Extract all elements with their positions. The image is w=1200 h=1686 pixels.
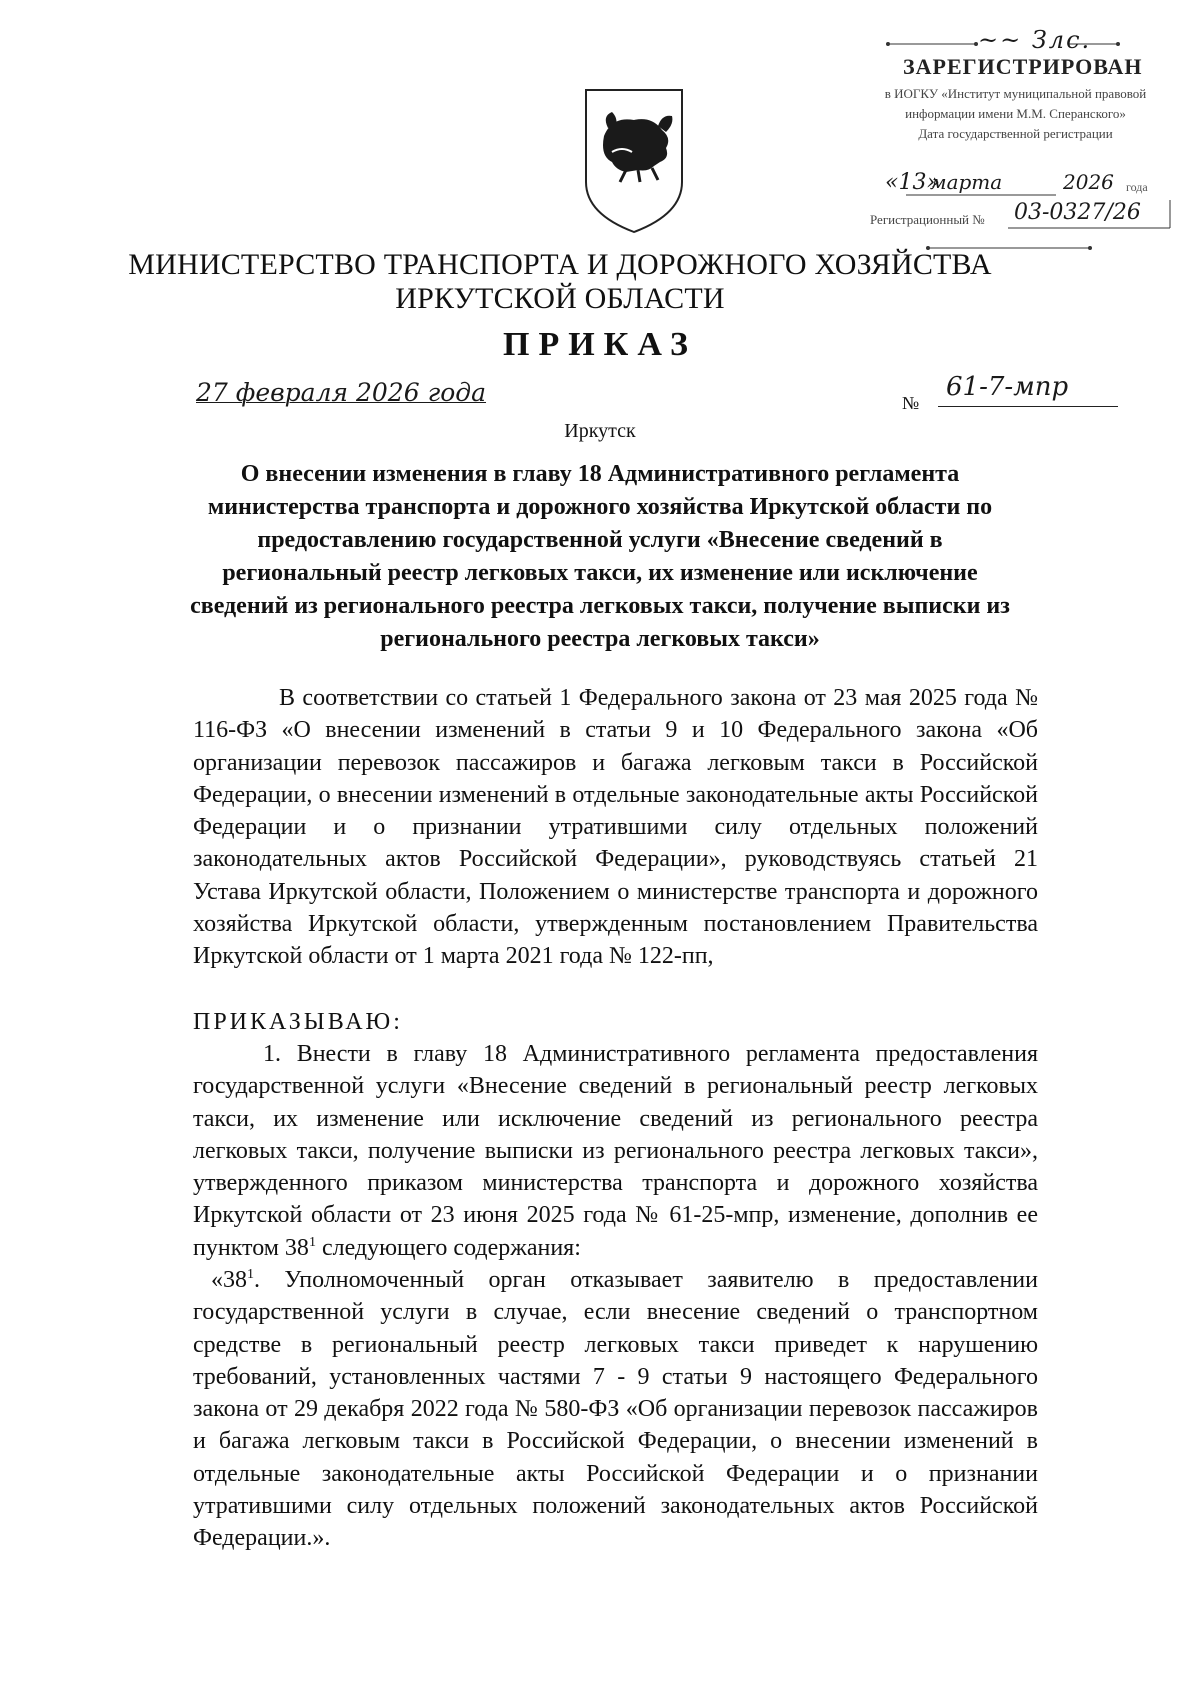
stamp-handwritten-mark: ~~ Злс.: [978, 26, 1092, 54]
item-1-text: 1. Внести в главу 18 Административного регламента предоставления государственной услуги «Внесение сведений в региональный реестр легковых такси, их изменение или исключение сведений из регионального реестра легковых такси, получение выписки из регионального реестра легковых такси», утвержденного приказом министерства транспорта и дорожного хозяйства Иркутской области от 23 июня 2025 года № 61-25-мпр, изменение, дополнив ее пунктом 38: [193, 1041, 1038, 1261]
order-date: 27 февраля 2026 года: [196, 378, 487, 407]
item-1-superscript: 1: [308, 1234, 316, 1250]
irkutsk-coat-of-arms-icon: [582, 86, 686, 236]
ministry-title-line1: МИНИСТЕРСТВО ТРАНСПОРТА И ДОРОЖНОГО ХОЗЯЙСТВА: [128, 248, 992, 281]
stamp-date-caption: Дата государственной регистрации: [918, 126, 1113, 141]
stamp-institute-name: информации имени М.М. Сперанского»: [905, 106, 1126, 121]
order-subject: О внесении изменения в главу 18 Административного регламента министерства транспорта и дорожного хозяйства Иркутской области по предоставлению государственной услуги «Внесение сведений в региональный реестр легковых такси, их изменение или исключение сведений из регионального реестра легковых такси, получение выписки из регионального реестра легковых такси»: [190, 461, 1010, 652]
stamp-title: ЗАРЕГИСТРИРОВАН: [903, 54, 1143, 79]
quote-start: «38: [211, 1267, 247, 1293]
stamp-date-month: марта: [930, 170, 1003, 194]
stamp-reg-number: 03-0327/26: [1014, 200, 1141, 225]
order-number: 61-7-мпр: [946, 372, 1069, 402]
quote-text: . Уполномоченный орган отказывает заявителю в предоставлении государственной услуги в случае, если внесение сведений о транспортном средстве в региональный реестр легковых такси приведет к нарушению требований, установленных частями 7 - 9 статьи 9 настоящего Федерального закона от 29 декабря 2022 года № 580-ФЗ «Об организации перевозок пассажиров и багажа легковым такси в Российской Федерации, о внесении изменений в отдельные законодательные акты Российской Федерации и о признании утратившими силу отдельных положений законодательных актов Российской Федерации.».: [193, 1267, 1038, 1552]
stamp-date-day: «13»: [885, 170, 940, 195]
order-number-underline: [938, 406, 1118, 407]
city: Иркутск: [564, 420, 636, 442]
stamp-year-suffix: года: [1126, 180, 1148, 194]
quote-superscript: 1: [247, 1267, 254, 1282]
stamp-date-year: 2026: [1063, 170, 1114, 194]
preamble-paragraph: В соответствии со статьей 1 Федерального закона от 23 мая 2025 года № 116-ФЗ «О внесении изменений в статьи 9 и 10 Федерального закона «Об организации перевозок пассажиров и багажа легковым такси в Российской Федерации, о внесении изменений в отдельные законодательные акты Российской Федерации и о признании утратившими силу отдельных положений законодательных актов Российской Федерации», руководствуясь статьей 21 Устава Иркутской области, Положением о министерстве транспорта и дорожного хозяйства Иркутской области, утвержденным постановлением Правительства Иркутской области от 1 марта 2021 года № 122-пп,: [193, 685, 1038, 970]
order-word: ПРИКАЗЫВАЮ:: [193, 1009, 403, 1035]
order-number-label: №: [902, 393, 920, 413]
item-1-text-end: следующего содержания:: [315, 1234, 581, 1261]
quoted-clause-paragraph: [193, 1264, 1038, 1555]
ministry-title-line2: ИРКУТСКОЙ ОБЛАСТИ: [395, 282, 725, 315]
order-title: ПРИКАЗ: [503, 326, 697, 363]
stamp-institute-line: в ИОГКУ «Институт муниципальной правовой: [884, 86, 1147, 101]
stamp-reg-label: Регистрационный №: [870, 212, 985, 227]
item-1-paragraph: [193, 1038, 1038, 1264]
